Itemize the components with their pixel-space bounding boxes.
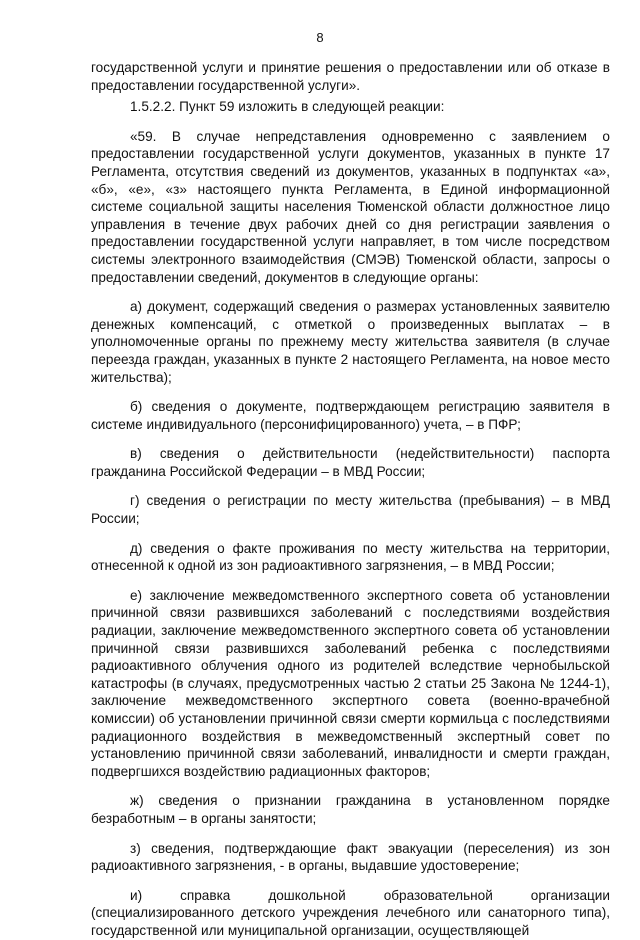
paragraph-item-a: а) документ, содержащий сведения о размерах установленных заявителю денежных компенсаций, с отметкой о произведенных выплатах – в уполномоченные органы по прежнему месту жительства заявителя (в случае переезда граждан, указанных в пункте 2 настоящего Регламента, на новое место жительства); xyxy=(91,299,610,385)
paragraph-item-b: б) сведения о документе, подтверждающем регистрацию заявителя в системе индивидуального (персонифицированного) учета, – в ПФР; xyxy=(91,399,610,432)
paragraph-item-g: г) сведения о регистрации по месту жительства (пребывания) – в МВД России; xyxy=(91,493,610,527)
paragraph-item-e: е) заключение межведомственного экспертного совета об установлении причинной связи развившихся заболеваний с последствиями воздействия радиации, заключение межведомственного экспертного совета об установлении причинной связи развившихся заболеваний ребенка с последствиями радиоактивного облучения одного из родителей вследствие чернобыльской катастрофы (в случаях, предусмотренных частью 2 статьи 25 Закона № 1244-1), заключение межведомственного экспертного совета (военно-врачебной комиссии) об установлении причинной связи смерти кормильца с последствиями радиационного воздействия в межведомственный экспертный совет по установлению причинной связи заболеваний, инвалидности и смерти граждан, подвергшихся воздействию радиационных факторов; xyxy=(91,587,610,779)
paragraph-item-d: д) сведения о факте проживания по месту жительства на территории, отнесенной к одной из зон радиоактивного загрязнения, – в МВД России; xyxy=(91,540,610,574)
paragraph-item-v: в) сведения о действительности (недействительности) паспорта гражданина Российской Федерации – в МВД России; xyxy=(91,446,610,479)
paragraph-clause-59: «59. В случае непредставления одновременно с заявлением о предоставлении государственной услуги документов, указанных в пункте 17 Регламента, отсутствия сведений из документов, указанных в подпунктах «а», «б», «е», «з» настоящего пункта Регламента, в Единой информационной системе социальной защиты населения Тюменской области должностное лицо управления в течение двух рабочих дней со дня регистрации заявления о предоставлении государственной услуги направляет, в том числе посредством системы электронного взаимодействия (СМЭВ) Тюменской области, запросы о предоставлении сведений, документов в следующие органы: xyxy=(91,128,610,285)
paragraph-continuation: государственной услуги и принятие решения о предоставлении или об отказе в предоставлении государственной услуги». xyxy=(91,60,610,93)
paragraph-amendment-heading: 1.5.2.2. Пункт 59 изложить в следующей реакции: xyxy=(130,99,445,115)
paragraph-item-i: и) справка дошкольной образовательной организации (специализированного детского учреждения лечебного или санаторного типа), государственной или муниципальной организации, осуществляющей xyxy=(91,887,610,938)
page-number: 8 xyxy=(316,30,324,45)
paragraph-item-zh: ж) сведения о признании гражданина в установленном порядке безработным – в органы занятости; xyxy=(91,793,610,826)
paragraph-item-z: з) сведения, подтверждающие факт эвакуации (переселения) из зон радиоактивного загрязнения, - в органы, выдавшие удостоверение; xyxy=(91,840,610,874)
document-body xyxy=(91,59,610,940)
